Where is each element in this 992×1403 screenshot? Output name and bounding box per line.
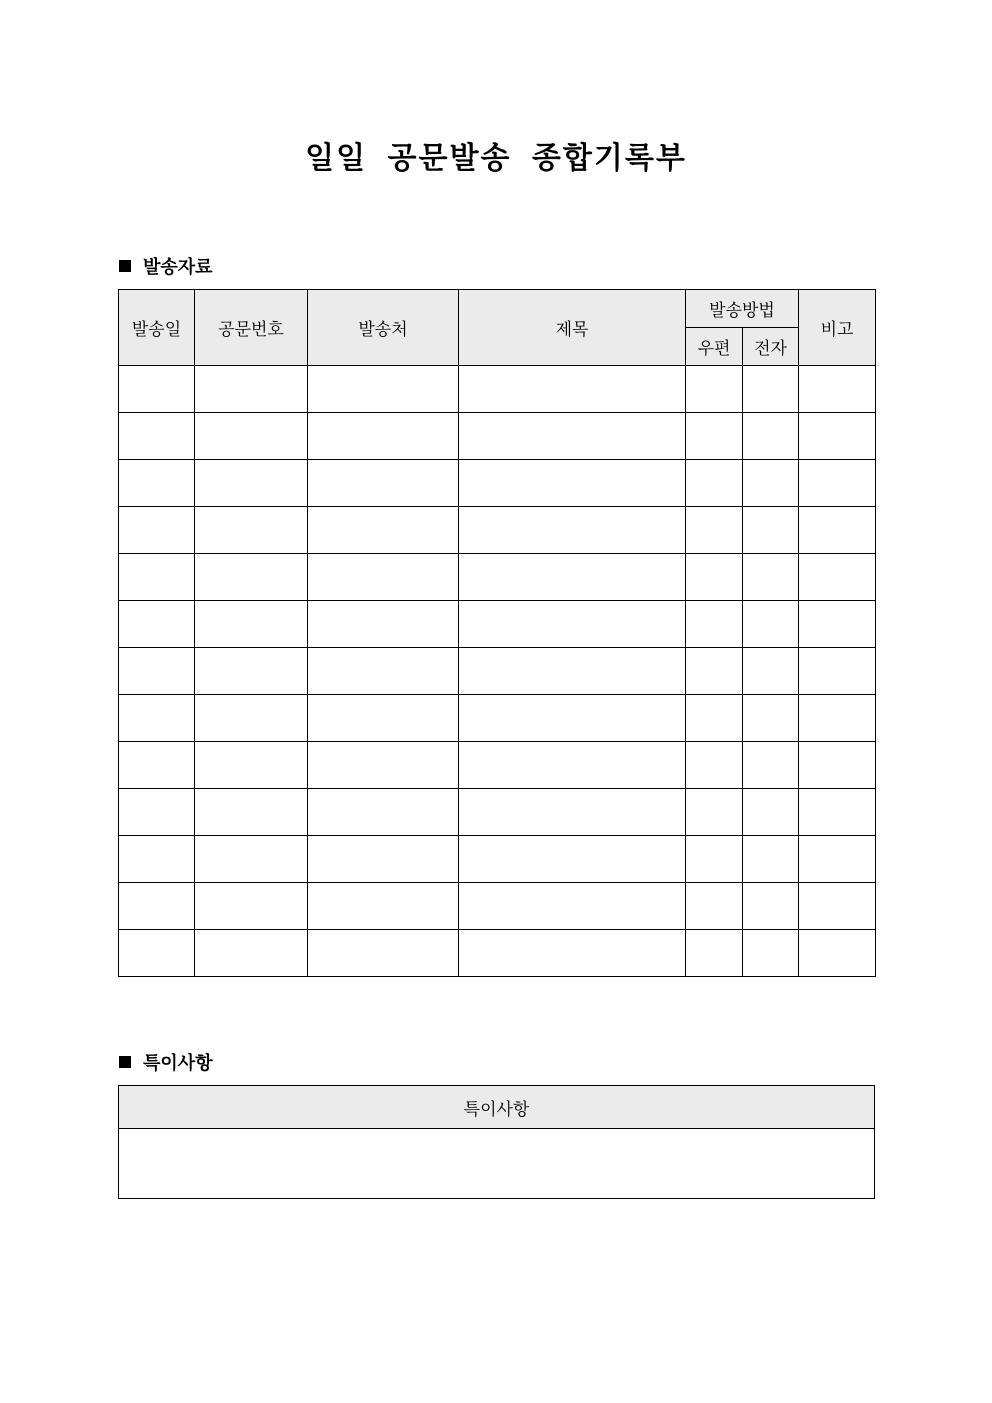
notes-content-cell[interactable] <box>119 1129 875 1199</box>
cell-recipient[interactable] <box>308 460 459 507</box>
cell-recipient[interactable] <box>308 507 459 554</box>
cell-method-post[interactable] <box>686 930 743 977</box>
cell-date[interactable] <box>119 836 195 883</box>
cell-remarks[interactable] <box>799 836 876 883</box>
cell-method-electronic[interactable] <box>743 742 799 789</box>
cell-date[interactable] <box>119 460 195 507</box>
table-row <box>119 460 876 507</box>
cell-method-post[interactable] <box>686 789 743 836</box>
table-row <box>119 836 876 883</box>
cell-remarks[interactable] <box>799 742 876 789</box>
cell-recipient[interactable] <box>308 695 459 742</box>
dispatch-table-body <box>119 366 876 977</box>
cell-doc-number[interactable] <box>195 366 308 413</box>
cell-remarks[interactable] <box>799 366 876 413</box>
cell-remarks[interactable] <box>799 554 876 601</box>
column-header-method: 발송방법 <box>686 290 799 328</box>
cell-subject[interactable] <box>459 648 686 695</box>
cell-method-electronic[interactable] <box>743 507 799 554</box>
square-bullet-icon <box>119 1056 131 1068</box>
cell-method-post[interactable] <box>686 836 743 883</box>
cell-subject[interactable] <box>459 836 686 883</box>
cell-doc-number[interactable] <box>195 930 308 977</box>
cell-subject[interactable] <box>459 507 686 554</box>
cell-remarks[interactable] <box>799 460 876 507</box>
cell-method-electronic[interactable] <box>743 413 799 460</box>
table-row <box>119 554 876 601</box>
cell-method-electronic[interactable] <box>743 366 799 413</box>
table-row <box>119 413 876 460</box>
cell-remarks[interactable] <box>799 601 876 648</box>
cell-date[interactable] <box>119 883 195 930</box>
cell-subject[interactable] <box>459 742 686 789</box>
cell-method-electronic[interactable] <box>743 883 799 930</box>
cell-subject[interactable] <box>459 789 686 836</box>
cell-recipient[interactable] <box>308 648 459 695</box>
column-header-date: 발송일 <box>119 290 195 366</box>
column-header-method-electronic: 전자 <box>743 328 799 366</box>
cell-remarks[interactable] <box>799 695 876 742</box>
cell-method-post[interactable] <box>686 742 743 789</box>
cell-remarks[interactable] <box>799 789 876 836</box>
cell-subject[interactable] <box>459 554 686 601</box>
cell-date[interactable] <box>119 507 195 554</box>
cell-method-post[interactable] <box>686 413 743 460</box>
cell-method-post[interactable] <box>686 366 743 413</box>
cell-doc-number[interactable] <box>195 648 308 695</box>
cell-method-post[interactable] <box>686 695 743 742</box>
cell-date[interactable] <box>119 789 195 836</box>
cell-method-electronic[interactable] <box>743 930 799 977</box>
column-header-remarks: 비고 <box>799 290 876 366</box>
cell-recipient[interactable] <box>308 742 459 789</box>
cell-remarks[interactable] <box>799 507 876 554</box>
column-header-method-post: 우편 <box>686 328 743 366</box>
cell-method-post[interactable] <box>686 601 743 648</box>
cell-subject[interactable] <box>459 930 686 977</box>
cell-remarks[interactable] <box>799 883 876 930</box>
cell-doc-number[interactable] <box>195 413 308 460</box>
cell-method-post[interactable] <box>686 460 743 507</box>
table-row <box>119 648 876 695</box>
square-bullet-icon <box>119 260 131 272</box>
cell-doc-number[interactable] <box>195 789 308 836</box>
cell-date[interactable] <box>119 930 195 977</box>
table-row <box>119 695 876 742</box>
cell-method-post[interactable] <box>686 507 743 554</box>
cell-method-post[interactable] <box>686 554 743 601</box>
cell-subject[interactable] <box>459 601 686 648</box>
table-row <box>119 507 876 554</box>
cell-recipient[interactable] <box>308 883 459 930</box>
dispatch-table <box>118 289 876 977</box>
table-row <box>119 601 876 648</box>
cell-date[interactable] <box>119 648 195 695</box>
cell-method-electronic[interactable] <box>743 789 799 836</box>
cell-subject[interactable] <box>459 460 686 507</box>
table-row <box>119 789 876 836</box>
table-row <box>119 742 876 789</box>
cell-date[interactable] <box>119 601 195 648</box>
cell-doc-number[interactable] <box>195 836 308 883</box>
column-header-subject: 제목 <box>459 290 686 366</box>
table-row <box>119 883 876 930</box>
dispatch-section-title: 발송자료 <box>143 257 213 278</box>
column-header-doc-number: 공문번호 <box>195 290 308 366</box>
notes-column-header: 특이사항 <box>119 1086 875 1129</box>
notes-table <box>118 1085 875 1199</box>
cell-remarks[interactable] <box>799 413 876 460</box>
cell-recipient[interactable] <box>308 789 459 836</box>
cell-remarks[interactable] <box>799 930 876 977</box>
notes-section-heading <box>119 1049 213 1075</box>
cell-doc-number[interactable] <box>195 695 308 742</box>
cell-date[interactable] <box>119 554 195 601</box>
cell-doc-number[interactable] <box>195 460 308 507</box>
cell-method-electronic[interactable] <box>743 460 799 507</box>
cell-subject[interactable] <box>459 695 686 742</box>
table-row <box>119 930 876 977</box>
notes-section-title: 특이사항 <box>143 1053 213 1074</box>
cell-recipient[interactable] <box>308 413 459 460</box>
cell-doc-number[interactable] <box>195 601 308 648</box>
cell-method-electronic[interactable] <box>743 601 799 648</box>
cell-recipient[interactable] <box>308 836 459 883</box>
cell-subject[interactable] <box>459 413 686 460</box>
cell-recipient[interactable] <box>308 366 459 413</box>
cell-subject[interactable] <box>459 883 686 930</box>
cell-method-electronic[interactable] <box>743 695 799 742</box>
cell-subject[interactable] <box>459 366 686 413</box>
cell-method-post[interactable] <box>686 648 743 695</box>
column-header-recipient: 발송처 <box>308 290 459 366</box>
cell-recipient[interactable] <box>308 601 459 648</box>
cell-doc-number[interactable] <box>195 742 308 789</box>
page-title: 일일 공문발송 종합기록부 <box>305 141 687 176</box>
cell-date[interactable] <box>119 413 195 460</box>
cell-doc-number[interactable] <box>195 507 308 554</box>
cell-remarks[interactable] <box>799 648 876 695</box>
cell-date[interactable] <box>119 695 195 742</box>
cell-method-post[interactable] <box>686 883 743 930</box>
cell-method-electronic[interactable] <box>743 648 799 695</box>
cell-recipient[interactable] <box>308 930 459 977</box>
cell-method-electronic[interactable] <box>743 836 799 883</box>
cell-date[interactable] <box>119 742 195 789</box>
cell-doc-number[interactable] <box>195 554 308 601</box>
cell-date[interactable] <box>119 366 195 413</box>
dispatch-section-heading <box>119 253 213 279</box>
table-row <box>119 366 876 413</box>
cell-doc-number[interactable] <box>195 883 308 930</box>
cell-recipient[interactable] <box>308 554 459 601</box>
cell-method-electronic[interactable] <box>743 554 799 601</box>
